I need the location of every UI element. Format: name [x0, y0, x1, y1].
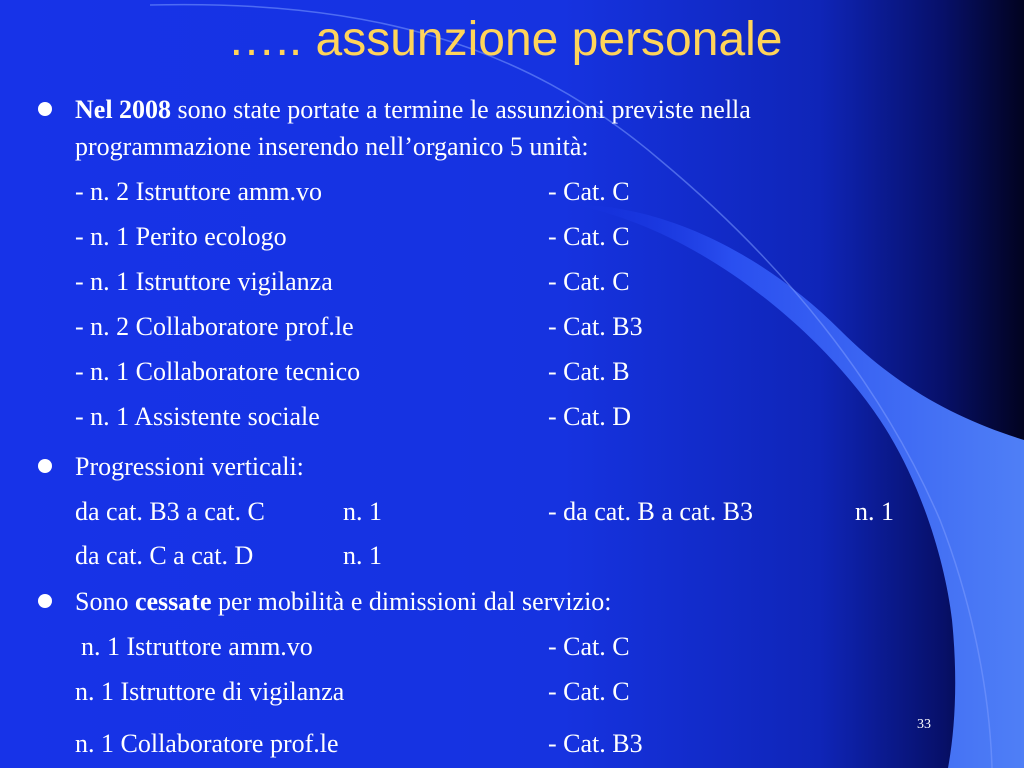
section2-heading: Progressioni verticali: [75, 452, 304, 481]
hire-category: - Cat. C [548, 222, 630, 251]
section1-bold: Nel 2008 [75, 95, 172, 124]
hire-role: - n. 1 Assistente sociale [75, 402, 320, 431]
hire-role: - n. 1 Collaboratore tecnico [75, 357, 361, 386]
section1-line1 [75, 95, 751, 125]
ceased-role: n. 1 Istruttore amm.vo [81, 632, 313, 661]
progression-from-to: - da cat. B a cat. B3 [548, 497, 754, 526]
slide-title: ….. assunzione personale [227, 13, 783, 66]
ceased-category: - Cat. C [548, 677, 630, 706]
progression-count: n. 1 [343, 541, 382, 570]
section3-post: per mobilità e dimissioni dal servizio: [211, 587, 612, 616]
progression-count: n. 1 [343, 497, 382, 526]
bullet-icon [38, 102, 52, 116]
hire-role: - n. 1 Istruttore vigilanza [75, 267, 333, 296]
hire-role: - n. 2 Istruttore amm.vo [75, 177, 322, 206]
hire-category: - Cat. B3 [548, 312, 643, 341]
bullet-icon [38, 459, 52, 473]
hire-category: - Cat. C [548, 267, 630, 296]
hire-category: - Cat. C [548, 177, 630, 206]
section3-pre: Sono [75, 587, 135, 616]
section3-heading [75, 587, 612, 617]
section1-text-line1: sono state portate a termine le assunzioni previste nella [171, 95, 751, 124]
section1-text-line2: programmazione inserendo nell’organico 5 unità: [75, 132, 589, 161]
section3-bold: cessate [134, 587, 212, 616]
hire-category: - Cat. B [548, 357, 630, 386]
hire-role: - n. 2 Collaboratore prof.le [75, 312, 354, 341]
ceased-role: n. 1 Istruttore di vigilanza [75, 677, 345, 706]
progression-from-to: da cat. C a cat. D [75, 541, 254, 570]
ceased-category: - Cat. C [548, 632, 630, 661]
progression-count: n. 1 [855, 497, 894, 526]
hire-role: - n. 1 Perito ecologo [75, 222, 287, 251]
ceased-role: n. 1 Collaboratore prof.le [75, 729, 339, 758]
bullet-icon [38, 594, 52, 608]
hire-category: - Cat. D [548, 402, 632, 431]
progression-from-to: da cat. B3 a cat. C [75, 497, 265, 526]
ceased-category: - Cat. B3 [548, 729, 643, 758]
page-number: 33 [917, 717, 931, 732]
